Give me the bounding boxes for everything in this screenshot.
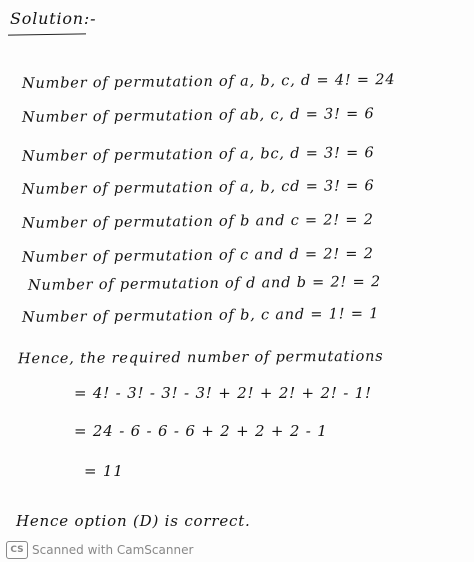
camscanner-watermark xyxy=(6,540,193,560)
permutation-line: Number of permutation of d and b = 2! = 2 xyxy=(27,274,382,294)
permutation-line: Number of permutation of b, c and = 1! = 1 xyxy=(21,306,380,326)
step-line: = 4! - 3! - 3! - 3! + 2! + 2! + 2! - 1! xyxy=(74,384,372,402)
solution-title: Solution:- xyxy=(10,9,97,28)
permutation-line: Number of permutation of a, bc, d = 3! = 6 xyxy=(21,145,375,165)
permutation-line: Number of permutation of ab, c, d = 3! = 6 xyxy=(21,106,375,126)
camscanner-logo: CS xyxy=(6,541,28,559)
permutation-line: Number of permutation of c and d = 2! = 2 xyxy=(21,246,374,266)
step-line: = 24 - 6 - 6 - 6 + 2 + 2 + 2 - 1 xyxy=(74,422,328,440)
step-line: = 11 xyxy=(84,462,124,480)
conclusion-line: Hence option (D) is correct. xyxy=(16,512,251,530)
permutation-line: Number of permutation of a, b, c, d = 4! = 24 xyxy=(21,72,396,92)
watermark-text: Scanned with CamScanner xyxy=(32,543,194,557)
title-underline xyxy=(8,33,86,35)
permutation-line: Number of permutation of b and c = 2! = 2 xyxy=(21,212,374,232)
permutation-line: Number of permutation of a, b, cd = 3! = 6 xyxy=(21,178,375,198)
hence-line: Hence, the required number of permutations xyxy=(17,348,384,368)
